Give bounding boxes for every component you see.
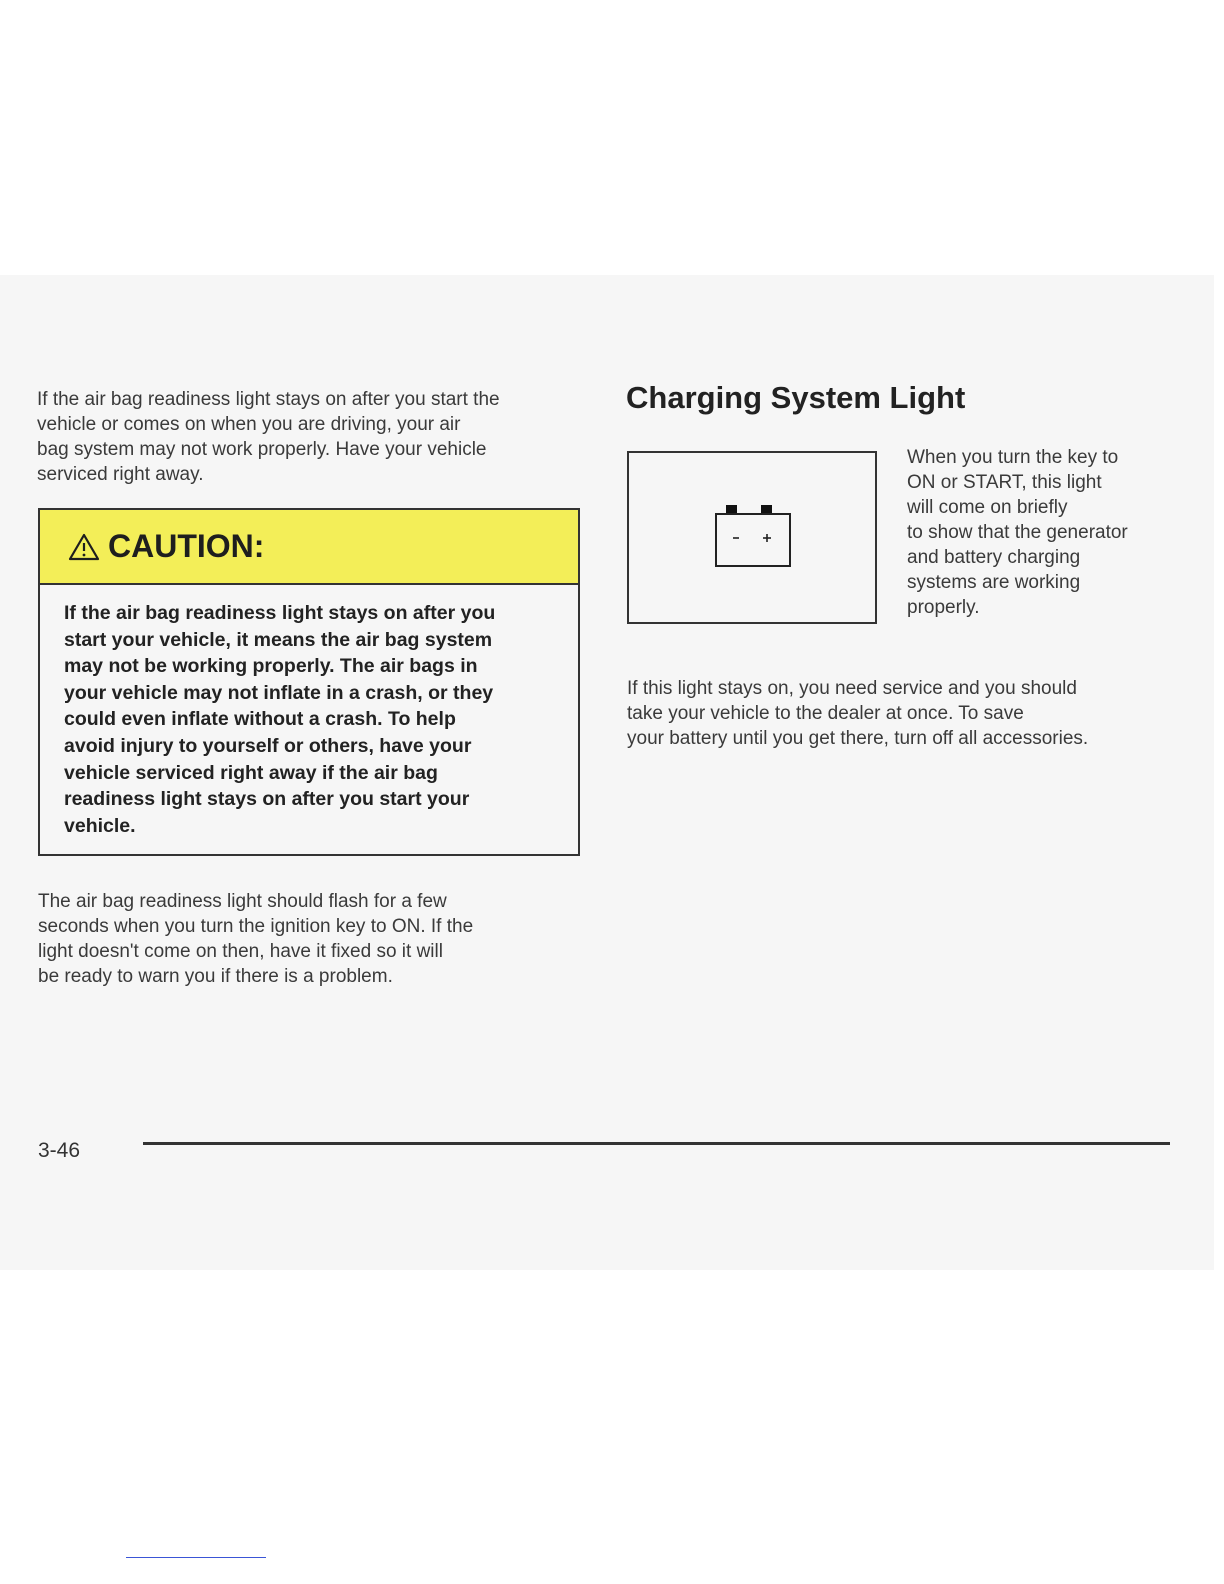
caution-line: vehicle serviced right away if the air bag [64, 761, 438, 784]
warning-triangle-icon [68, 533, 100, 561]
text-line: ON or START, this light [907, 472, 1102, 493]
caution-line: If the air bag readiness light stays on after you [64, 602, 496, 624]
text-line: and battery charging [907, 547, 1081, 568]
text-line: to show that the generator [907, 522, 1128, 543]
caution-line: your vehicle may not inflate in a crash, or they [64, 681, 494, 704]
text-line: bag system may not work properly. Have your vehicle [37, 439, 487, 460]
text-line: systems are working [907, 572, 1081, 593]
footer-rule [143, 1142, 1170, 1145]
caution-title [68, 528, 264, 565]
charging-light-description [907, 445, 1128, 620]
text-line: The air bag readiness light should flash for a few [38, 891, 447, 912]
text-line: seconds when you turn the ignition key to ON. If the [38, 916, 474, 937]
text-line: light doesn't come on then, have it fixed so it will [38, 941, 443, 962]
text-line: When you turn the key to [907, 447, 1119, 468]
text-line: will come on briefly [907, 497, 1068, 518]
text-line: If this light stays on, you need service and you should [627, 678, 1077, 699]
caution-line: readiness light stays on after you start your [64, 788, 470, 811]
caution-line: start your vehicle, it means the air bag system [64, 628, 493, 651]
charging-light-illustration [627, 451, 877, 624]
battery-icon [714, 501, 794, 573]
text-line: your battery until you get there, turn off all accessories. [627, 728, 1089, 749]
caution-line: vehicle. [64, 814, 136, 837]
text-line: vehicle or comes on when you are driving, your air [37, 414, 461, 435]
caution-line: avoid injury to yourself or others, have your [64, 734, 472, 757]
text-line: serviced right away. [37, 464, 204, 485]
bottom-link-underline[interactable] [126, 1557, 266, 1558]
caution-label: CAUTION: [108, 528, 265, 564]
text-line: properly. [907, 597, 980, 618]
caution-line: may not be working properly. The air bags in [64, 655, 478, 678]
section-heading: Charging System Light [626, 380, 966, 415]
text-line: If the air bag readiness light stays on after you start the [37, 389, 500, 410]
airbag-intro-paragraph [37, 387, 500, 487]
page-number: 3-46 [38, 1139, 81, 1162]
caution-box [38, 508, 580, 856]
text-line: be ready to warn you if there is a problem. [38, 966, 393, 987]
caution-line: could even inflate without a crash. To help [64, 708, 456, 731]
airbag-flash-paragraph [38, 889, 473, 989]
charging-service-paragraph [627, 676, 1088, 751]
caution-body [64, 600, 495, 839]
text-line: take your vehicle to the dealer at once. To save [627, 703, 1024, 724]
caution-header [40, 510, 578, 585]
